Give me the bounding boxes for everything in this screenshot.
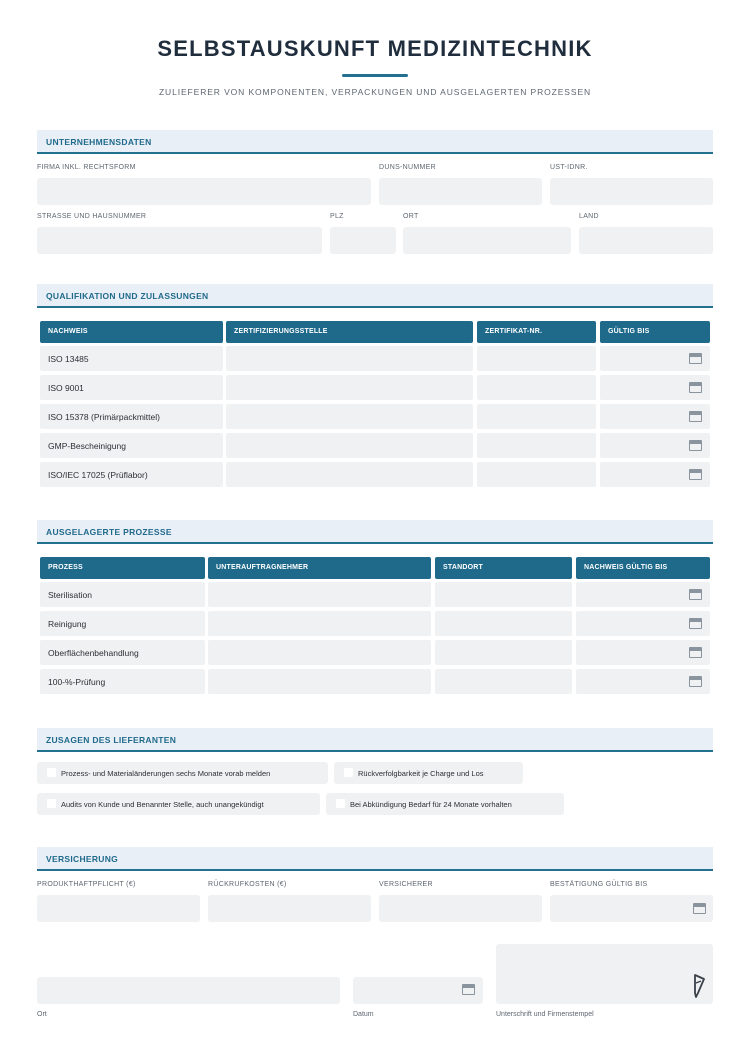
- zertifizierungsstelle-field[interactable]: [226, 346, 473, 371]
- standort-field[interactable]: [435, 582, 572, 607]
- checkbox[interactable]: [47, 768, 56, 777]
- zertifizierungsstelle-field[interactable]: [226, 462, 473, 487]
- nachweis-cell: ISO 9001: [48, 383, 84, 393]
- unterauftragnehmer-field[interactable]: [208, 669, 431, 694]
- calendar-icon[interactable]: [689, 676, 702, 687]
- duns-field[interactable]: [379, 178, 542, 205]
- pen-icon: [692, 973, 706, 999]
- produkthaftpflicht-label: PRODUKTHAFTPFLICHT (€): [37, 881, 136, 888]
- bestaetigung-label: BESTÄTIGUNG GÜLTIG BIS: [550, 881, 648, 888]
- calendar-icon[interactable]: [689, 589, 702, 600]
- datum-caption: Datum: [353, 1011, 374, 1018]
- standort-field[interactable]: [435, 640, 572, 665]
- zertifikat-nr-field[interactable]: [477, 375, 596, 400]
- column-header: GÜLTIG BIS: [600, 321, 710, 343]
- land-label: LAND: [579, 213, 599, 220]
- calendar-icon[interactable]: [689, 618, 702, 629]
- column-header: ZERTIFIZIERUNGSSTELLE: [226, 321, 473, 343]
- produkthaftpflicht-field[interactable]: [37, 895, 200, 922]
- bestaetigung-field[interactable]: [550, 895, 713, 922]
- section-insurance: VERSICHERUNG: [37, 847, 713, 871]
- strasse-label: STRASSE UND HAUSNUMMER: [37, 213, 147, 220]
- prozess-cell: Oberflächenbehandlung: [48, 648, 139, 658]
- calendar-icon[interactable]: [689, 382, 702, 393]
- prozess-cell: Sterilisation: [48, 590, 92, 600]
- zertifikat-nr-field[interactable]: [477, 433, 596, 458]
- section-commitments: ZUSAGEN DES LIEFERANTEN: [37, 728, 713, 752]
- page-title: SELBSTAUSKUNFT MEDIZINTECHNIK: [157, 36, 593, 61]
- versicherer-field[interactable]: [379, 895, 542, 922]
- unterauftragnehmer-field[interactable]: [208, 640, 431, 665]
- zertifizierungsstelle-field[interactable]: [226, 433, 473, 458]
- checkbox[interactable]: [47, 799, 56, 808]
- land-field[interactable]: [579, 227, 713, 254]
- ort-signature-field[interactable]: [37, 977, 340, 1004]
- calendar-icon[interactable]: [689, 469, 702, 480]
- versicherer-label: VERSICHERER: [379, 881, 433, 888]
- prozess-cell: Reinigung: [48, 619, 87, 629]
- section-qualification: QUALIFIKATION UND ZULASSUNGEN: [37, 284, 713, 308]
- zertifizierungsstelle-field[interactable]: [226, 375, 473, 400]
- prozess-cell: 100-%-Prüfung: [48, 677, 106, 687]
- commitment-checkbox[interactable]: Rückverfolgbarkeit je Charge und Los: [334, 762, 523, 784]
- column-header: NACHWEIS: [40, 321, 223, 343]
- standort-field[interactable]: [435, 669, 572, 694]
- column-header: STANDORT: [435, 557, 572, 579]
- calendar-icon[interactable]: [689, 440, 702, 451]
- section-company: UNTERNEHMENSDATEN: [37, 130, 713, 154]
- column-header: NACHWEIS GÜLTIG BIS: [576, 557, 710, 579]
- signature-box[interactable]: [496, 944, 713, 1004]
- calendar-icon[interactable]: [462, 984, 475, 995]
- nachweis-cell: GMP-Bescheinigung: [48, 441, 126, 451]
- firma-label: FIRMA INKL. RECHTSFORM: [37, 164, 136, 171]
- calendar-icon[interactable]: [689, 647, 702, 658]
- column-header: UNTERAUFTRAGNEHMER: [208, 557, 431, 579]
- duns-label: DUNS-NUMMER: [379, 164, 436, 171]
- unterauftragnehmer-field[interactable]: [208, 611, 431, 636]
- commitment-checkbox[interactable]: Bei Abkündigung Bedarf für 24 Monate vorhalten: [326, 793, 564, 815]
- title-underline: [342, 74, 408, 77]
- nachweis-cell: ISO 15378 (Primärpackmittel): [48, 412, 160, 422]
- column-header: PROZESS: [40, 557, 205, 579]
- calendar-icon[interactable]: [689, 353, 702, 364]
- ust-field[interactable]: [550, 178, 713, 205]
- firma-field[interactable]: [37, 178, 371, 205]
- commitment-checkbox[interactable]: Audits von Kunde und Benannter Stelle, auch unangekündigt: [37, 793, 320, 815]
- strasse-field[interactable]: [37, 227, 322, 254]
- signature-caption: Unterschrift und Firmenstempel: [496, 1011, 594, 1018]
- zertifikat-nr-field[interactable]: [477, 462, 596, 487]
- section-outsourced: AUSGELAGERTE PROZESSE: [37, 520, 713, 544]
- calendar-icon[interactable]: [689, 411, 702, 422]
- checkbox[interactable]: [336, 799, 345, 808]
- nachweis-cell: ISO 13485: [48, 354, 89, 364]
- checkbox[interactable]: [344, 768, 353, 777]
- zertifikat-nr-field[interactable]: [477, 404, 596, 429]
- nachweis-cell: ISO/IEC 17025 (Prüflabor): [48, 470, 148, 480]
- ort-caption: Ort: [37, 1011, 47, 1018]
- standort-field[interactable]: [435, 611, 572, 636]
- rueckrufkosten-field[interactable]: [208, 895, 371, 922]
- unterauftragnehmer-field[interactable]: [208, 582, 431, 607]
- zertifizierungsstelle-field[interactable]: [226, 404, 473, 429]
- column-header: ZERTIFIKAT-NR.: [477, 321, 596, 343]
- plz-field[interactable]: [330, 227, 396, 254]
- ort-field[interactable]: [403, 227, 571, 254]
- page-subtitle: ZULIEFERER VON KOMPONENTEN, VERPACKUNGEN UND AUSGELAGERTEN PROZESSEN: [158, 87, 592, 97]
- commitment-checkbox[interactable]: Prozess- und Materialänderungen sechs Monate vorab melden: [37, 762, 328, 784]
- ust-label: UST-IDNR.: [550, 164, 588, 171]
- rueckrufkosten-label: RÜCKRUFKOSTEN (€): [208, 881, 287, 888]
- ort-label: ORT: [403, 213, 419, 220]
- plz-label: PLZ: [330, 213, 344, 220]
- calendar-icon[interactable]: [693, 903, 706, 914]
- zertifikat-nr-field[interactable]: [477, 346, 596, 371]
